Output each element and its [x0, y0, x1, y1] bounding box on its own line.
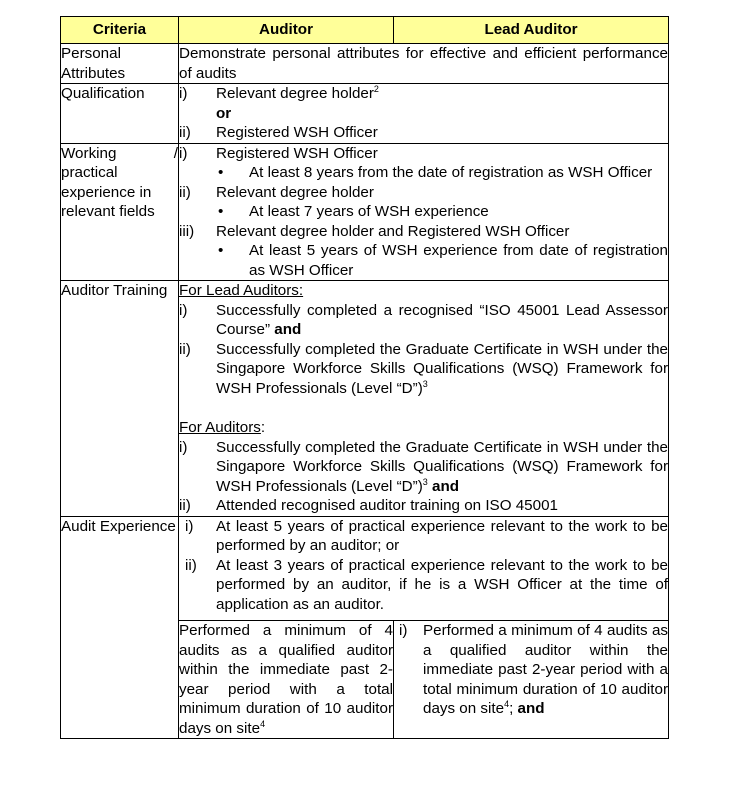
header-row	[61, 17, 669, 44]
header-lead-auditor: Lead Auditor	[394, 17, 669, 44]
item-text: Relevant degree holder	[216, 85, 374, 102]
list-item	[179, 496, 668, 516]
header-criteria: Criteria	[61, 17, 179, 44]
item-number: ii)	[179, 340, 191, 358]
item-number: iii)	[179, 222, 195, 240]
and-connector: and	[432, 477, 460, 495]
list-item	[399, 621, 668, 719]
row-audit-experience	[61, 516, 669, 621]
item-number: i)	[179, 438, 188, 456]
and-connector: and	[517, 700, 545, 717]
item-number: ii)	[185, 556, 197, 574]
footnote-marker: 3	[422, 378, 428, 389]
footnote-marker: 3	[422, 476, 428, 487]
bullet-icon: •	[218, 242, 224, 259]
working-experience-content	[179, 143, 669, 281]
auditor-training-content	[179, 281, 669, 517]
audit-experience-content	[179, 516, 669, 621]
item-text: Relevant degree holder	[216, 183, 374, 201]
item-text: Successfully completed the Graduate Certificate in WSH under the Singapore Workforce Skills Qualifications (WSQ) Framework for WSH Professionals (Level “D”)	[216, 438, 668, 495]
item-number: i)	[185, 517, 194, 535]
criteria-personal-attributes: Personal Attributes	[61, 44, 179, 84]
list-item	[179, 556, 668, 615]
criteria-audit-experience: Audit Experience	[61, 516, 179, 739]
list-item	[179, 301, 668, 340]
item-number: ii)	[179, 497, 191, 514]
criteria-working-label: Working	[61, 144, 117, 162]
item-text: Successfully completed a recognised “ISO 45001 Lead Assessor Course”	[216, 301, 668, 338]
bullet-item	[179, 202, 668, 222]
criteria-qualification: Qualification	[61, 84, 179, 144]
footnote-marker: 2	[373, 83, 379, 94]
bullet-item	[179, 163, 668, 183]
criteria-table	[60, 16, 669, 739]
personal-attributes-text: Demonstrate personal attributes for effective and efficient performance of audits	[179, 45, 668, 82]
item-text: At least 3 years of practical experience relevant to the work to be performed by an auditor, if he is a WSH Officer at the time of application as an auditor.	[216, 556, 668, 613]
item-text: Performed a minimum of 4 audits as a qualified auditor within the immediate past 2-year period with a total minimum duration of 10 auditor days on site	[423, 622, 668, 717]
auditor-requirement-text: Performed a minimum of 4 audits as a qualified auditor within the immediate past 2-year period with a total minimum duration of 10 auditor days on site	[179, 622, 393, 737]
list-item	[179, 438, 668, 497]
header-auditor: Auditor	[179, 17, 394, 44]
qualification-content	[179, 84, 669, 144]
list-item	[179, 144, 668, 164]
list-item	[179, 222, 668, 242]
criteria-auditor-training: Auditor Training	[61, 281, 179, 517]
bullet-text: At least 5 years of WSH experience from date of registration as WSH Officer	[249, 242, 668, 279]
heading-colon: :	[260, 419, 266, 436]
item-number: ii)	[179, 183, 191, 201]
criteria-working-experience	[61, 143, 179, 281]
list-item	[179, 84, 668, 104]
item-number: i)	[399, 622, 408, 639]
list-item	[179, 123, 668, 143]
auditor-audit-requirement	[179, 621, 394, 739]
row-auditor-training	[61, 281, 669, 517]
list-item	[179, 340, 668, 399]
bullet-text: At least 7 years of WSH experience	[249, 203, 489, 220]
item-tail: ;	[509, 700, 514, 717]
row-qualification	[61, 84, 669, 144]
bullet-text: At least 8 years from the date of registration as WSH Officer	[249, 164, 653, 181]
lead-auditor-audit-requirement	[394, 621, 669, 739]
row-personal-attributes	[61, 44, 669, 84]
item-text: Attended recognised auditor training on ISO 45001	[216, 497, 558, 514]
list-item	[179, 517, 668, 556]
bullet-icon: •	[218, 164, 224, 181]
auditors-heading: For Auditors	[179, 419, 261, 436]
and-connector: and	[274, 321, 302, 338]
footnote-marker: 4	[260, 718, 266, 729]
item-text: Registered WSH Officer	[216, 124, 378, 141]
criteria-slash: /	[173, 144, 178, 162]
or-connector: or	[216, 104, 232, 122]
item-text: At least 5 years of practical experience relevant to the work to be performed by an auditor; or	[216, 517, 668, 554]
item-number: i)	[179, 301, 188, 319]
item-number: i)	[179, 85, 188, 102]
row-working-experience	[61, 143, 669, 281]
bullet-icon: •	[218, 203, 224, 220]
criteria-working-label-rest: practical experience in relevant fields	[61, 164, 155, 220]
lead-auditors-heading: For Lead Auditors:	[179, 282, 304, 299]
item-text: Relevant degree holder and Registered WSH Officer	[216, 222, 570, 240]
footnote-marker: 4	[504, 698, 510, 709]
list-item	[179, 183, 668, 203]
item-text: Successfully completed the Graduate Certificate in WSH under the Singapore Workforce Skills Qualifications (WSQ) Framework for WSH Professionals (Level “D”)	[216, 340, 668, 397]
item-number: i)	[179, 144, 188, 162]
item-number: ii)	[179, 124, 191, 141]
item-text: Registered WSH Officer	[216, 144, 378, 162]
list-item	[179, 104, 668, 124]
bullet-item	[179, 241, 668, 280]
